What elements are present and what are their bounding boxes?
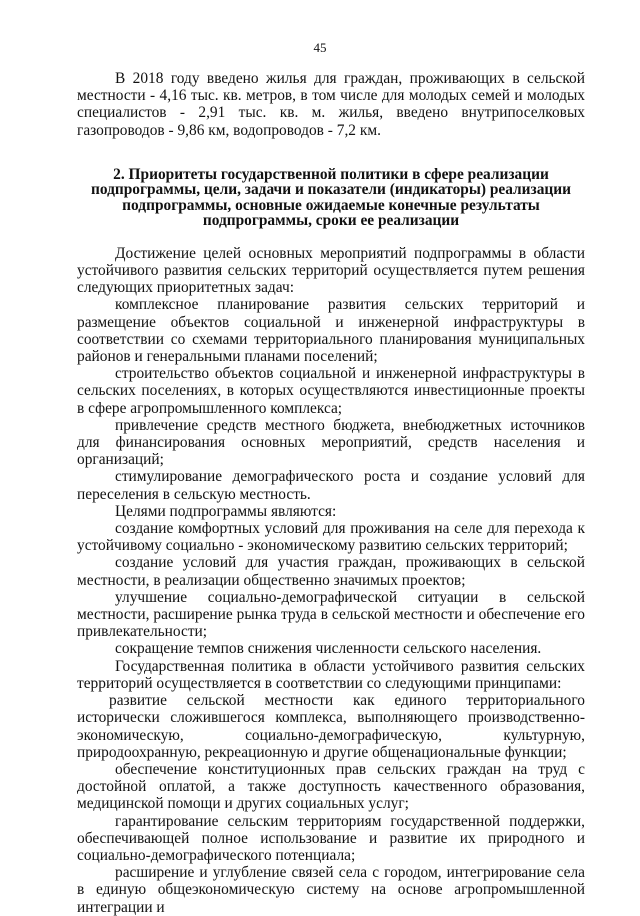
task-item: привлечение средств местного бюджета, внебюджетных источников для финансирования основных мероприятий, средств населения и организаций; [77,416,585,469]
task-item: стимулирование демографического роста и создание условий для переселения в сельскую местность. [77,468,585,503]
principles-intro: Государственная политика в области устойчивого развития сельских территорий осуществляется в соответствии со следующими принципами: [77,657,585,692]
principle-item: обеспечение конституционных прав сельских граждан на труд с достойной оплатой, а также доступность качественного образования, медицинской помощи и других социальных услуг; [77,760,585,813]
page-content [77,70,585,916]
goal-item: создание условий для участия граждан, проживающих в сельской местности, в реализации общественно значимых проектов; [77,554,585,589]
principle-item: развитие сельской местности как единого территориального исторически сложившегося комплекса, выполняющего производственно-экономическую, социально-демографическую, культурную, природоохранную, рекреационную и другие общенациональные функции; [77,692,585,761]
principle-item: расширение и углубление связей села с городом, интегрирование села в единую общеэкономическую систему на основе агропромышленной интеграции и [77,864,585,916]
page-number: 45 [313,40,327,55]
principle-item: гарантирование сельским территориям государственной поддержки, обеспечивающей полное использование и развитие их природного и социально-демографического потенциала; [77,812,585,864]
goals-intro: Целями подпрограммы являются: [115,502,337,520]
goal-item: улучшение социально-демографической ситуации в сельской местности, расширение рынка труда в сельской местности и обеспечение его привлекательности; [77,588,585,641]
body-paragraph: Достижение целей основных мероприятий подпрограммы в области устойчивого развития сельских территорий осуществляется путем решения следующих приоритетных задач: [77,244,585,297]
section-heading: 2. Приоритеты государственной политики в сфере реализации подпрограммы, цели, задачи и показатели (индикаторы) реализации подпрограммы, основные ожидаемые конечные результаты подпрограммы, сроки ее реализации [90,165,572,230]
goal-item: создание комфортных условий для проживания на селе для перехода к устойчивому социально - экономическому развитию сельских территорий; [77,520,585,555]
intro-paragraph: В 2018 году введено жилья для граждан, проживающих в сельской местности - 4,16 тыс. кв. метров, в том числе для молодых семей и молодых специалистов - 2,91 тыс. кв. м. жилья, введено внутрипоселковых газопроводов - 9,86 км, водопроводов - 7,2 км. [77,70,585,139]
task-item: строительство объектов социальной и инженерной инфраструктуры в сельских поселениях, в которых осуществляются инвестиционные проекты в сфере агропромышленного комплекса; [77,365,585,417]
goal-item: сокращение темпов снижения численности сельского населения. [115,640,542,658]
task-item: комплексное планирование развития сельских территорий и размещение объектов социальной и инженерной инфраструктуры в соответствии со схемами территориального планирования муниципальных районов и генеральными планами поселений; [77,296,585,366]
